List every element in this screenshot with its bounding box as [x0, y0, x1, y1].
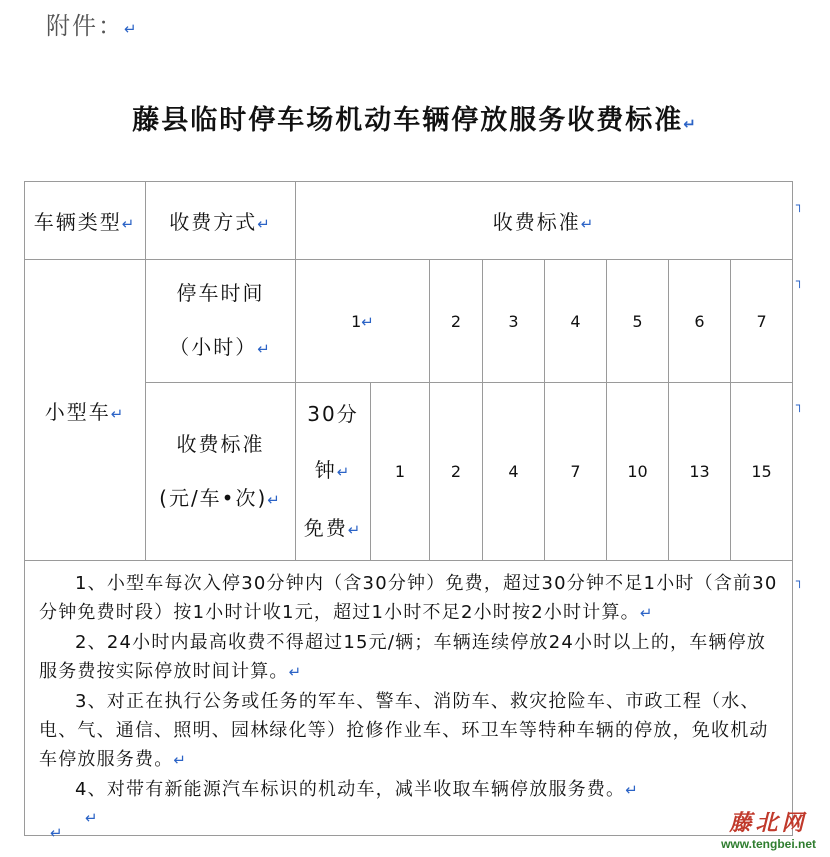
document-title-text: 藤县临时停车场机动车辆停放服务收费标准: [132, 105, 684, 136]
fee-cell: 7: [545, 383, 607, 561]
fee-cell: 13: [669, 383, 731, 561]
notes-row: [25, 561, 793, 836]
fee-label-line-1: 收费标准: [176, 431, 265, 456]
hours-label-cell: [146, 260, 296, 383]
header-charge-method: 收费方式 ↵: [146, 182, 296, 260]
note-paragraph: 4、对带有新能源汽车标识的机动车，减半收取车辆停放服务费。 ↵: [39, 775, 784, 805]
hours-label-line-2: （小时） ↵: [146, 320, 295, 376]
free-line-2: 钟 ↵: [296, 442, 370, 500]
paragraph-mark-icon: [581, 215, 596, 233]
note-paragraph: 2、24小时内最高收费不得超过15元/辆；车辆连续停放24小时以上的，车辆停放服务费按实际停放时间计算。 ↵: [39, 628, 784, 687]
header-charge-standard: 收费标准 ↵: [296, 182, 793, 260]
paragraph-mark-icon: [111, 405, 126, 423]
hours-cell: 6: [669, 260, 731, 383]
paragraph-mark-icon: [683, 115, 698, 133]
fee-cell: 2: [430, 383, 483, 561]
paragraph-mark-icon: [173, 751, 187, 769]
free-period-cell: [296, 383, 371, 561]
hours-cell: 5: [607, 260, 669, 383]
paragraph-mark-icon: [361, 313, 374, 331]
fee-label-line-2: (元/车•次) ↵: [146, 471, 295, 527]
document-title: [0, 98, 830, 137]
paragraph-mark-icon: [348, 521, 363, 539]
hours-cell: 7: [731, 260, 793, 383]
row-end-mark-icon: ┐: [796, 574, 804, 588]
attachment-label: [46, 6, 139, 41]
hours-row: [25, 260, 793, 383]
row-end-mark-icon: ┐: [796, 274, 804, 288]
hours-cell: 2: [430, 260, 483, 383]
paragraph-mark-icon: [124, 20, 139, 38]
vehicle-type-cell: 小型车 ↵: [25, 260, 146, 561]
paragraph-mark-icon: [337, 463, 352, 481]
row-end-mark-icon: ┐: [796, 398, 804, 412]
paragraph-mark-icon: [122, 215, 137, 233]
notes-cell: [25, 561, 793, 836]
note-paragraph: 1、小型车每次入停30分钟内（含30分钟）免费，超过30分钟不足1小时（含前30分钟免费时段）按1小时计收1元，超过1小时不足2小时按2小时计算。 ↵: [39, 569, 784, 628]
watermark-url: www.tengbei.net: [721, 837, 816, 851]
fee-cell: 1: [371, 383, 430, 561]
hours-cell: 4: [545, 260, 607, 383]
paragraph-mark-icon: [257, 340, 272, 358]
empty-paragraph: [39, 805, 784, 829]
free-line-1: 30分: [307, 401, 359, 426]
paragraph-mark-icon: [640, 604, 654, 622]
paragraph-mark-icon: [267, 491, 282, 509]
after-table-paragraph: [50, 823, 63, 842]
note-paragraph: 3、对正在执行公务或任务的军车、警车、消防车、救灾抢险车、市政工程（水、电、气、通信、照明、园林绿化等）抢修作业车、环卫车等特种车辆的停放，免收机动车停放服务费。 ↵: [39, 687, 784, 775]
hours-cell: 1 ↵: [296, 260, 430, 383]
header-row: [25, 182, 793, 260]
fee-cell: 4: [483, 383, 545, 561]
row-end-mark-icon: ┐: [796, 198, 804, 212]
hours-cell: 3: [483, 260, 545, 383]
fee-cell: 15: [731, 383, 793, 561]
paragraph-mark-icon: [257, 215, 272, 233]
paragraph-mark-icon: [289, 663, 303, 681]
paragraph-mark-icon: [50, 824, 63, 842]
header-vehicle-type: 车辆类型 ↵: [25, 182, 146, 260]
attachment-text: 附件：: [46, 12, 124, 40]
watermark: [721, 806, 816, 851]
fee-label-cell: [146, 383, 296, 561]
fee-cell: 10: [607, 383, 669, 561]
free-line-3: 免费 ↵: [296, 500, 370, 558]
fee-table: [24, 181, 793, 836]
watermark-brand: 藤北网: [729, 810, 808, 836]
paragraph-mark-icon: [625, 781, 639, 799]
hours-label-line-1: 停车时间: [176, 281, 265, 305]
paragraph-mark-icon: [85, 809, 100, 827]
